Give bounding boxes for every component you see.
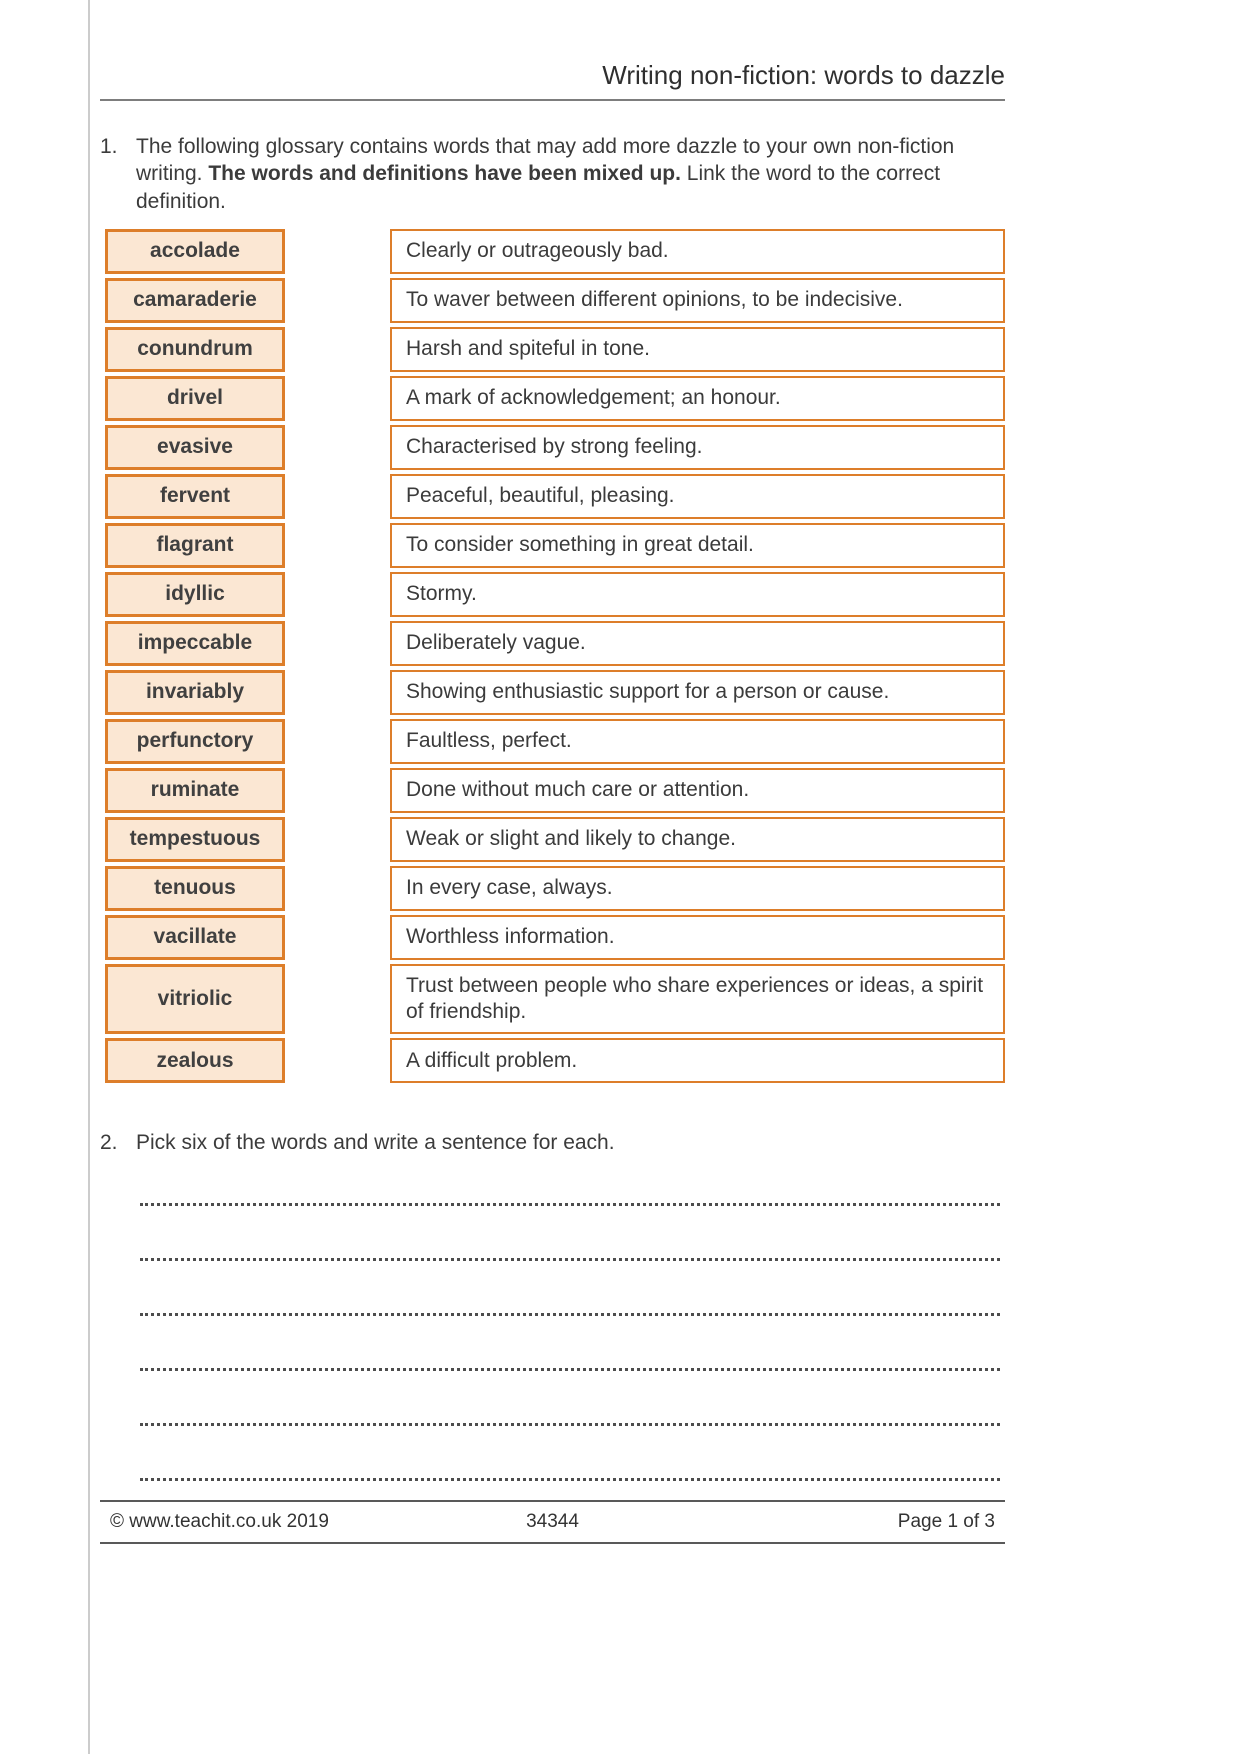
question-1-text-bold: The words and definitions have been mixed up. [208, 162, 681, 186]
definition-text: To consider something in great detail. [406, 533, 754, 557]
definition-box [390, 523, 1005, 568]
match-row [105, 1038, 1005, 1083]
definition-text: Clearly or outrageously bad. [406, 239, 669, 263]
word-label: camaraderie [133, 288, 257, 312]
match-row [105, 670, 1005, 715]
definition-text: Showing enthusiastic support for a person or cause. [406, 680, 890, 704]
footer-page-number: Page 1 of 3 [897, 1511, 995, 1532]
match-row [105, 327, 1005, 372]
match-row [105, 425, 1005, 470]
match-row [105, 964, 1005, 1035]
word-box [105, 768, 285, 813]
word-box [105, 964, 285, 1035]
word-box [105, 866, 285, 911]
answer-line [140, 1151, 1000, 1206]
match-row [105, 866, 1005, 911]
word-label: impeccable [137, 631, 253, 655]
answer-line [140, 1206, 1000, 1261]
word-label: zealous [156, 1048, 234, 1072]
page-margin-line [88, 0, 90, 1754]
word-label: fervent [159, 484, 231, 508]
definition-box [390, 964, 1005, 1035]
header-divider [100, 99, 1005, 101]
word-box [105, 278, 285, 323]
definition-box [390, 866, 1005, 911]
question-2 [100, 1129, 1005, 1156]
match-row [105, 376, 1005, 421]
word-label: conundrum [137, 337, 253, 361]
question-1-text [136, 133, 1005, 215]
match-row [105, 229, 1005, 274]
word-box [105, 915, 285, 960]
match-row [105, 915, 1005, 960]
word-box [105, 376, 285, 421]
page-content [100, 0, 1005, 1481]
word-box [105, 572, 285, 617]
question-1 [100, 133, 1005, 215]
match-row [105, 572, 1005, 617]
word-label: invariably [145, 680, 245, 704]
word-label: flagrant [156, 533, 234, 557]
definition-box [390, 719, 1005, 764]
definition-text: Harsh and spiteful in tone. [406, 337, 650, 361]
question-1-text-part1: The following glossary contains words that may add more dazzle to your own non-fiction writing. [136, 135, 955, 186]
definition-text: Faultless, perfect. [406, 729, 572, 753]
definition-box [390, 229, 1005, 274]
definition-text: Done without much care or attention. [406, 778, 750, 802]
match-row [105, 768, 1005, 813]
answer-line [140, 1261, 1000, 1316]
word-label: tenuous [154, 876, 236, 900]
definition-text: Weak or slight and likely to change. [406, 827, 736, 851]
answer-line [140, 1316, 1000, 1371]
match-row [105, 474, 1005, 519]
word-box [105, 621, 285, 666]
definition-text: To waver between different opinions, to be indecisive. [406, 288, 903, 312]
definition-text: A difficult problem. [406, 1048, 578, 1072]
definition-box [390, 1038, 1005, 1083]
definition-box [390, 376, 1005, 421]
match-row [105, 621, 1005, 666]
word-box [105, 670, 285, 715]
word-box [105, 327, 285, 372]
match-row [105, 278, 1005, 323]
definition-box [390, 817, 1005, 862]
matching-exercise [105, 229, 1005, 1084]
answer-line [140, 1426, 1000, 1481]
match-row [105, 719, 1005, 764]
answer-lines [140, 1151, 1000, 1481]
page-title: Writing non-fiction: words to dazzle [602, 60, 1005, 90]
word-label: tempestuous [129, 827, 261, 851]
word-label: perfunctory [136, 729, 254, 753]
definition-text: Peaceful, beautiful, pleasing. [406, 484, 675, 508]
question-2-text: Pick six of the words and write a sentence for each. [136, 1131, 615, 1155]
definition-box [390, 915, 1005, 960]
definition-text: A mark of acknowledgement; an honour. [406, 386, 781, 410]
word-box [105, 523, 285, 568]
match-row [105, 523, 1005, 568]
definition-box [390, 425, 1005, 470]
definition-box [390, 621, 1005, 666]
word-label: idyllic [165, 582, 225, 606]
definition-box [390, 327, 1005, 372]
word-label: drivel [166, 386, 224, 410]
definition-box [390, 768, 1005, 813]
word-label: ruminate [150, 778, 240, 802]
question-1-text-part2: Link the word to the correct definition. [136, 162, 941, 213]
definition-box [390, 670, 1005, 715]
question-1-number: 1. [100, 135, 118, 158]
word-box [105, 474, 285, 519]
word-box [105, 719, 285, 764]
footer-copyright: © www.teachit.co.uk 2019 [110, 1511, 329, 1532]
word-box [105, 817, 285, 862]
word-label: vitriolic [157, 987, 233, 1011]
word-box [105, 425, 285, 470]
definition-box [390, 572, 1005, 617]
word-box [105, 1038, 285, 1083]
answer-line [140, 1371, 1000, 1426]
footer-document-id: 34344 [526, 1511, 579, 1532]
word-label: accolade [150, 239, 240, 263]
match-row [105, 817, 1005, 862]
page-footer [100, 1500, 1005, 1544]
definition-text: In every case, always. [406, 876, 613, 900]
word-box [105, 229, 285, 274]
definition-text: Trust between people who share experiences or ideas, a spirit of friendship. [406, 973, 984, 1024]
word-label: vacillate [153, 925, 237, 949]
definition-text: Worthless information. [406, 925, 615, 949]
question-2-number: 2. [100, 1131, 118, 1155]
definition-box [390, 474, 1005, 519]
definition-text: Stormy. [406, 582, 477, 606]
word-label: evasive [157, 435, 233, 459]
definition-text: Deliberately vague. [406, 631, 586, 655]
definition-box [390, 278, 1005, 323]
definition-text: Characterised by strong feeling. [406, 435, 703, 459]
